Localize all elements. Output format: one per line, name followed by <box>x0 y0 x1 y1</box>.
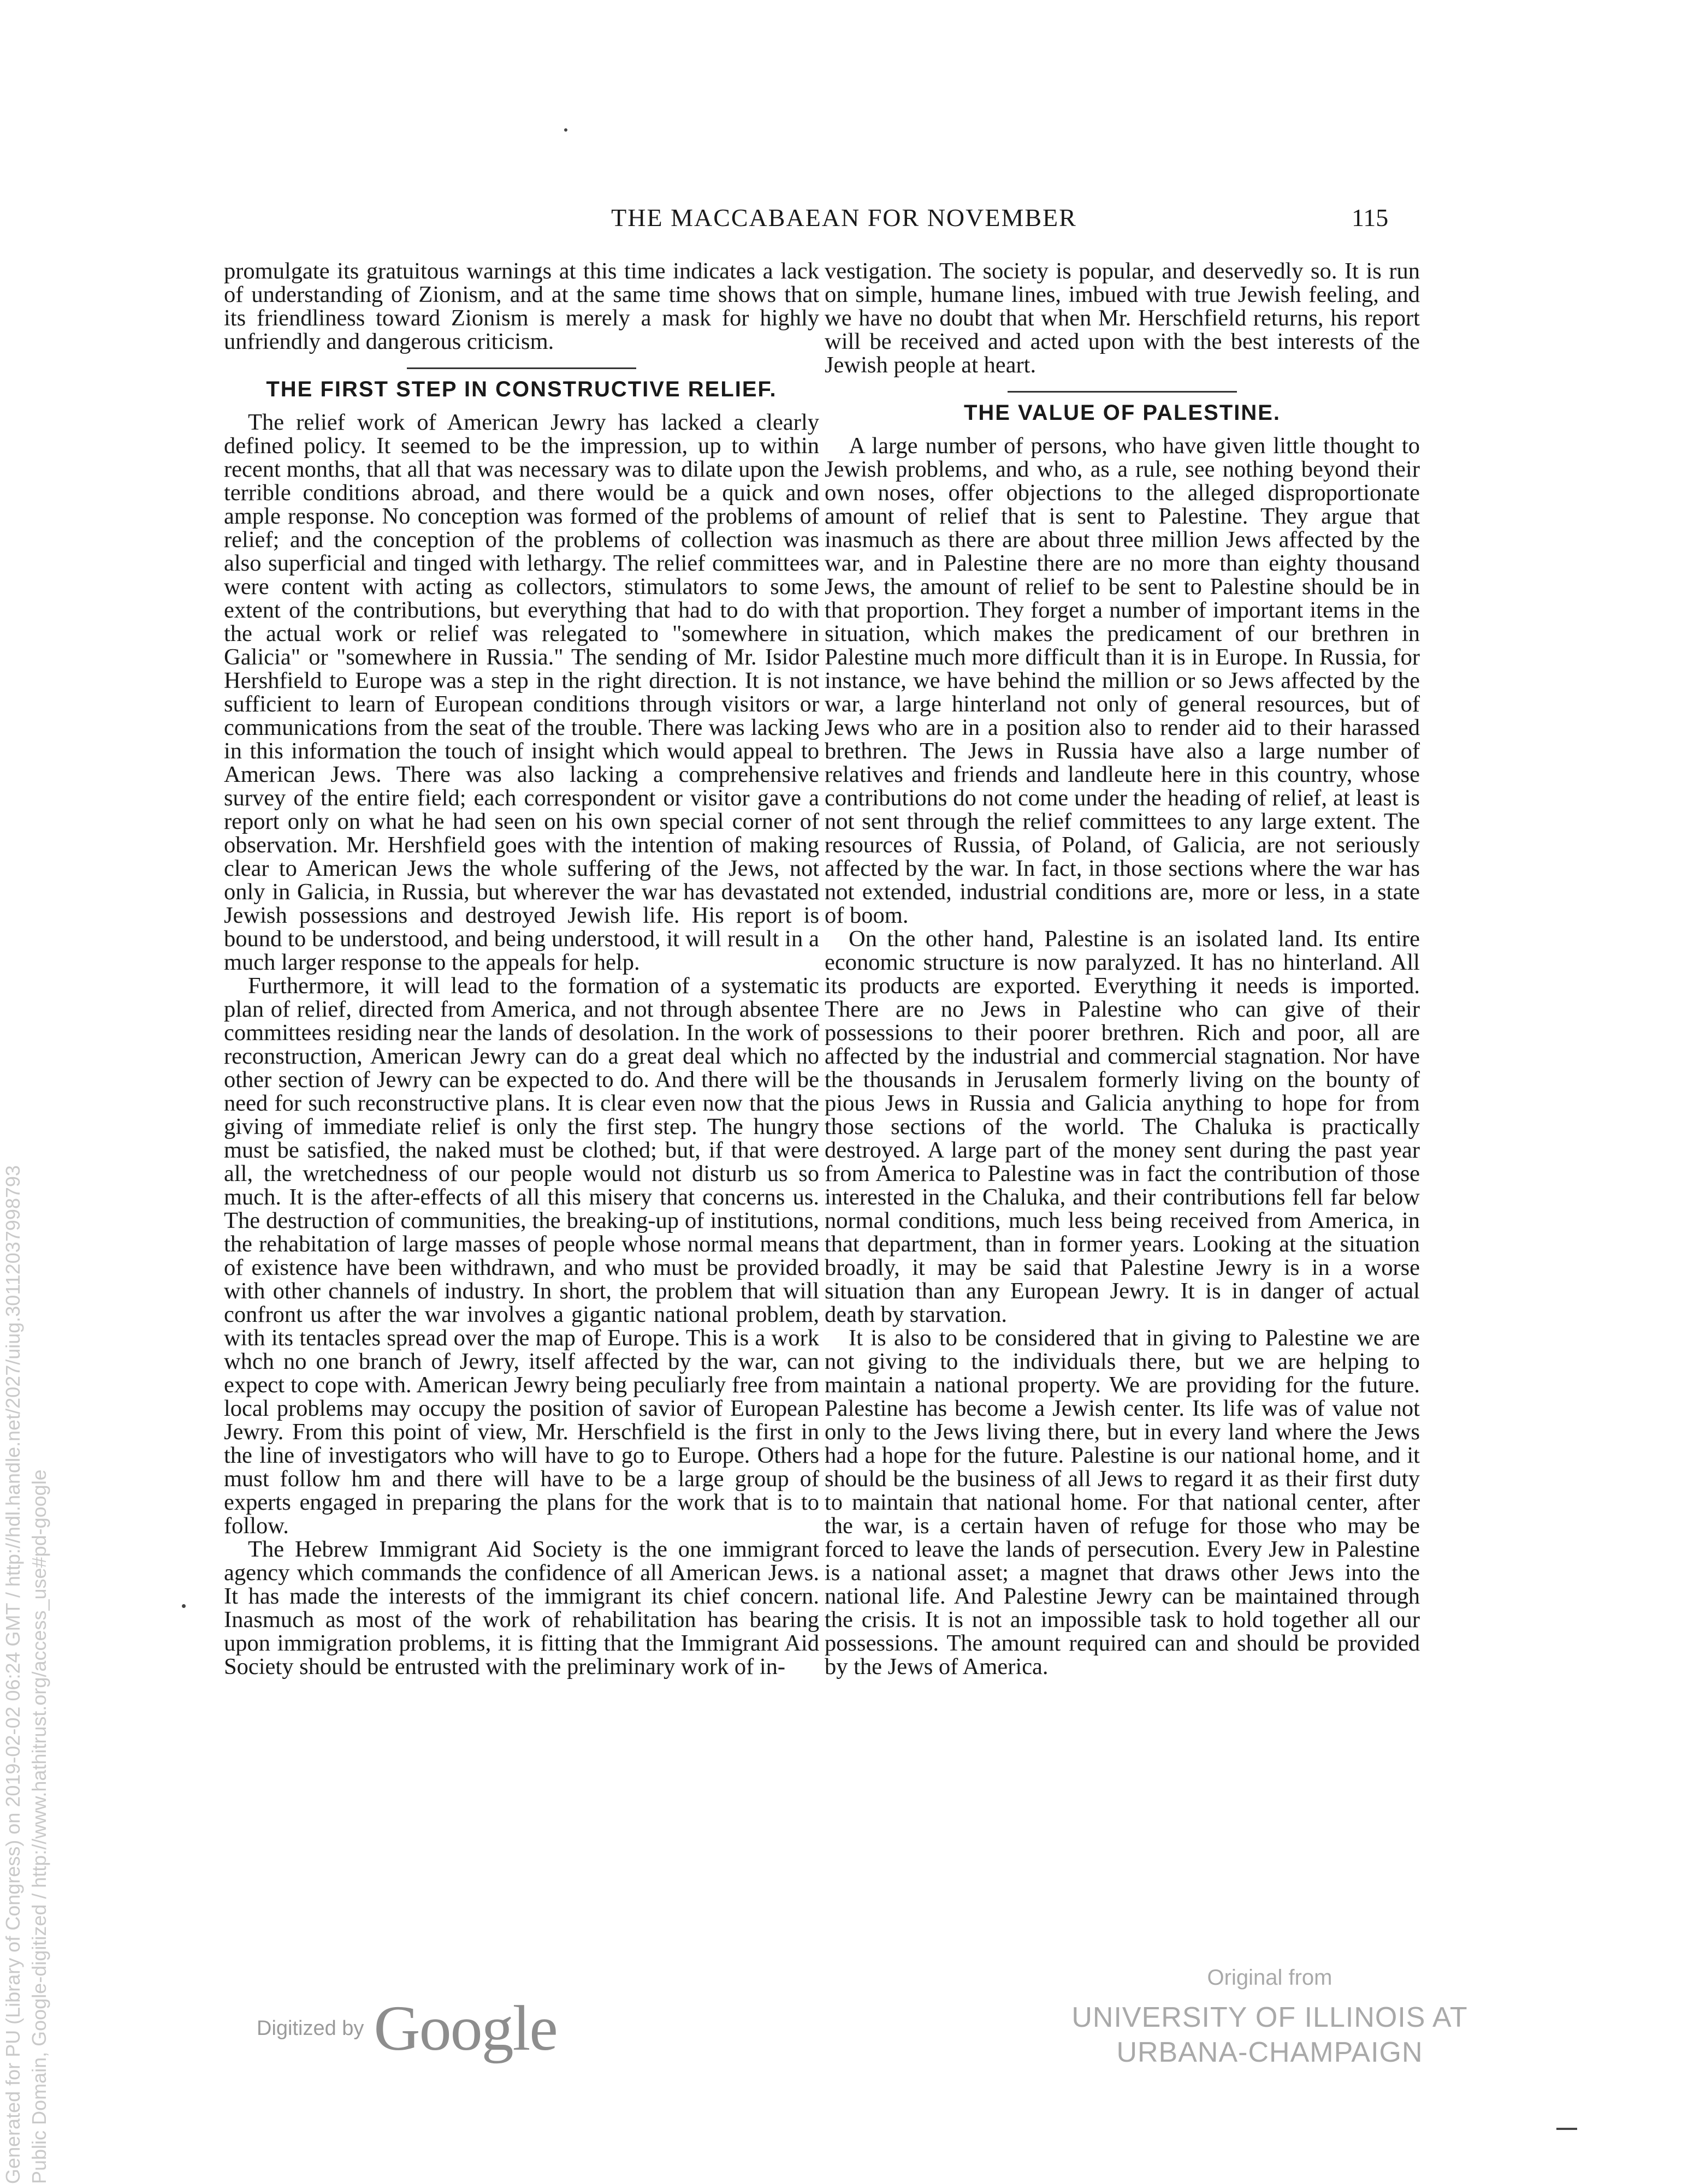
digitized-by-google <box>257 1992 557 2064</box>
stray-dot-top <box>564 128 567 132</box>
stray-dash-right <box>1556 2128 1577 2130</box>
left-intro-paragraph: promulgate its gratuitous warnings at this time indicates a lack of understanding of Zionism, and at the same time shows that its friendliness toward Zionism is merely a mask for highly unfriendly and dangerous criticism. <box>224 258 819 354</box>
section-divider <box>1008 391 1237 393</box>
body-paragraph: Furthermore, it will lead to the formation of a systematic plan of relief, directed from America, and not through absentee committees residing near the lands of desolation. In the work of reconstruction, American Jewry can do a great deal which no other section of Jewry can be expected to do. And there will be need for such reconstructive plans. It is clear even now that the giving of immediate relief is only the first step. The hungry must be satisfied, the naked must be clothed; but, if that were all, the wretchedness of our people would not disturb us so much. It is the after-effects of all this misery that concerns us. The destruction of communities, the breaking-up of institutions, the rehabitation of large masses of people whose normal means of existence have been withdrawn, and who must be provided with other channels of industry. In short, the problem that will confront us after the war involves a gigantic national problem, with its tentacles spread over the map of Europe. This is a work whch no one branch of Jewry, itself affected by the war, can expect to cope with. American Jewry being peculiarly free from local problems may occupy the position of savior of European Jewry. From this point of view, Mr. Herschfield is the first in the line of investigators who will have to go to Europe. Others must follow hm and there will have to be a large group of experts engaged in preparing the plans for the work that is to follow. <box>224 973 819 1539</box>
page-number: 115 <box>1352 204 1389 232</box>
running-head: THE MACCABAEAN FOR NOVEMBER <box>611 204 1077 232</box>
digitized-by-label: Digitized by <box>257 2016 364 2040</box>
section-title-value-of-palestine: THE VALUE OF PALESTINE. <box>963 401 1281 425</box>
body-paragraph: On the other hand, Palestine is an isolated land. Its entire economic structure is now paralyzed. It has no hinterland. All its products are exported. Everything it needs is imported. There are no Jews in Palestine who can give of their possessions to their poorer brethren. Rich and poor, all are affected by the industrial and commercial stagnation. Nor have the thousands in Jerusalem formerly living on the bounty of pious Jews in Russia and Galicia anything to hope for from those sections of the world. The Chaluka is practically destroyed. A large part of the money sent during the past year from America to Palestine was in fact the contribution of those interested in the Chaluka, and their contributions fell far below normal conditions, much less being received from America, in that department, than in former years. Looking at the situation broadly, it may be said that Palestine Jewry is in a worse situation than any European Jewry. It is in danger of actual death by starvation. <box>825 926 1420 1327</box>
body-paragraph: The Hebrew Immigrant Aid Society is the one immigrant agency which commands the confidence of all American Jews. It has made the interests of the immigrant its chief concern. Inasmuch as most of the work of rehabilitation has bearing upon immigration problems, it is fitting that the Immigrant Aid Society should be entrusted with the preliminary work of in- <box>224 1536 819 1679</box>
section-divider <box>407 367 636 369</box>
left-column <box>224 259 819 1678</box>
body-paragraph: It is also to be considered that in giving to Palestine we are not giving to the individuals there, but we are helping to maintain a national property. We are providing for the future. Palestine has become a Jewish center. Its life was of value not only to the Jews living there, but in every land where the Jews had a hope for the future. Palestine is our national home, and it should be the business of all Jews to regard it as their first duty to maintain that national home. For that national center, after the war, is a certain haven of refuge for those who may be forced to leave the lands of persecution. Every Jew in Palestine is a national asset; a magnet that draws other Jews into the national life. And Palestine Jewry can be maintained through the crisis. It is not an impossible task to hold together all our possessions. The amount required can and should be provided by the Jews of America. <box>825 1325 1420 1679</box>
body-paragraph: The relief work of American Jewry has lacked a clearly defined policy. It seemed to be the impression, up to within recent months, that all that was necessary was to dilate upon the terrible conditions abroad, and there would be a quick and ample response. No conception was formed of the problems of relief; and the conception of the problems of collection was also superficial and tinged with lethargy. The relief committees were content with acting as collectors, stimulators to some extent of the contributions, but everything that had to do with the actual work or relief was relegated to "somewhere in Galicia" or "somewhere in Russia." The sending of Mr. Isidor Hershfield to Europe was a step in the right direction. It is not sufficient to learn of European conditions through visitors or communications from the seat of the trouble. There was lacking in this information the touch of insight which would appeal to American Jews. There was also lacking a comprehensive survey of the entire field; each correspondent or visitor gave a report only on what he had seen on his own special corner of observation. Mr. Hershfield goes with the intention of making clear to American Jews the whole suffering of the Jews, not only in Galicia, in Russia, but wherever the war has devastated Jewish possessions and destroyed Jewish life. His report is bound to be understood, and being understood, it will result in a much larger response to the appeals for help. <box>224 410 819 975</box>
body-paragraph: A large number of persons, who have given little thought to Jewish problems, and who, as a rule, see nothing beyond their own noses, offer objections to the alleged disproportionate amount of relief that is sent to Palestine. They argue that inasmuch as there are about three million Jews affected by the war, and in Palestine there are no more than eighty thousand Jews, the amount of relief to be sent to Palestine should be in that proportion. They forget a number of important items in the situation, which makes the predicament of our brethren in Palestine much more difficult than it is in Europe. In Russia, for instance, we have behind the million or so Jews affected by the war, a large hinterland not only of general resources, but of Jews who are in a position also to render aid to their harassed brethren. The Jews in Russia have also a large number of relatives and friends and landleute here in this country, whose contributions do not come under the heading of relief, at least is not sent through the relief committees to any large extent. The resources of Russia, of Poland, of Galicia, are not seriously affected by the war. In fact, in those sections where the war has not extended, industrial conditions are, more or less, in a state of boom. <box>825 433 1420 928</box>
right-column <box>825 259 1420 1678</box>
university-name-line-1: UNIVERSITY OF ILLINOIS AT <box>1071 2002 1468 2033</box>
hathitrust-watermark <box>0 546 52 2184</box>
stray-dot-left <box>182 1604 186 1608</box>
university-name-line-2: URBANA-CHAMPAIGN <box>1116 2037 1423 2068</box>
google-logo: Google <box>374 1992 557 2064</box>
watermark-line-public-domain: Public Domain, Google-digitized / http://www.hathitrust.org/access_use#pd-google <box>28 1469 50 2184</box>
original-from-credit <box>1038 1966 1502 2070</box>
section-title-first-step: THE FIRST STEP IN CONSTRUCTIVE RELIEF. <box>266 377 777 401</box>
watermark-line-generated: Generated for PU (Library of Congress) on 2019-02-02 06:24 GMT / http://hdl.handle.net/2027/uiug.30112037998793 <box>2 1165 24 2184</box>
original-from-label: Original from <box>1207 1966 1332 1990</box>
right-intro-paragraph: vestigation. The society is popular, and deservedly so. It is run on simple, humane lines, imbued with true Jewish feeling, and we have no doubt that when Mr. Herschfield returns, his report will be received and acted upon with the best interests of the Jewish people at heart. <box>825 258 1420 378</box>
page-header <box>0 203 1688 241</box>
